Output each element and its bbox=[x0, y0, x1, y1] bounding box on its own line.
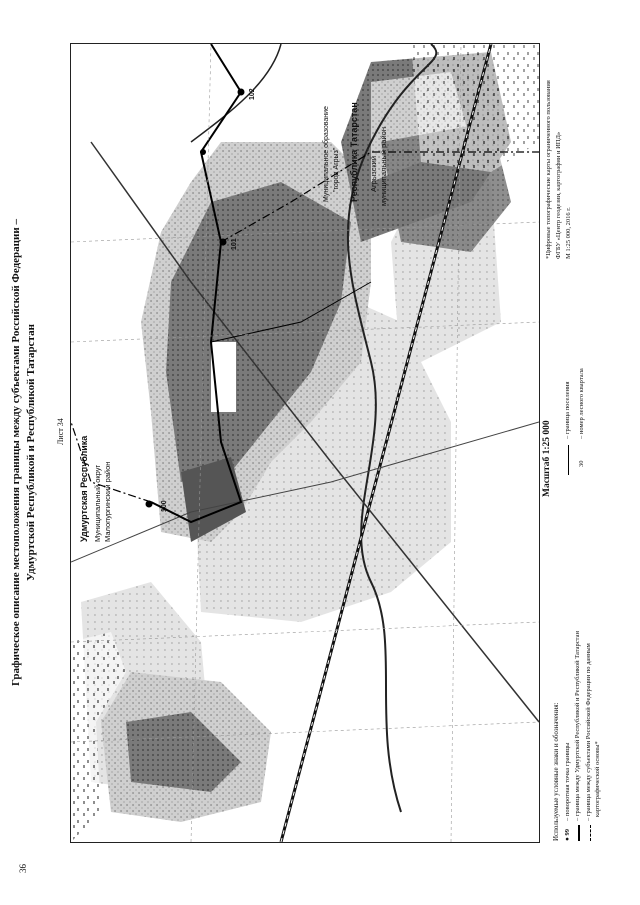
footnote-line-2: ФГБУ «Центр геодезии, картографии и ИПД» bbox=[555, 131, 562, 259]
town-label-tat-2: "город Агрыз" bbox=[333, 147, 340, 192]
river-east bbox=[191, 44, 281, 142]
legend-quarter-text: – номер лесного квартала bbox=[578, 368, 585, 439]
footnote-line-1: *Цифровые топографические карты ограниченного пользования bbox=[545, 80, 552, 259]
legend-point-symbol: ● 99 bbox=[564, 828, 571, 841]
page-number: 36 bbox=[18, 864, 28, 873]
region-label-udm: Удмуртская Республика bbox=[79, 435, 89, 542]
footnote-line-3: М 1:25 000, 2016 г. bbox=[565, 207, 572, 259]
title-line-1: Графическое описание местоположения границы между субъектами Российской Федерации – bbox=[10, 219, 22, 686]
legend-border-symbol bbox=[578, 825, 580, 841]
turning-point-101 bbox=[220, 239, 227, 246]
district-label-udm-2: Малопургинский район bbox=[103, 461, 112, 542]
sheet-label: Лист 34 bbox=[56, 418, 65, 445]
legend-cartographic-border-text-1: – граница между субъектами Российской Федерации по данным bbox=[585, 643, 592, 821]
legend-quarter-symbol: 30 bbox=[578, 460, 585, 467]
district-label-tat-1: Агрызский bbox=[369, 155, 378, 192]
legend-cartographic-border-symbol bbox=[590, 825, 591, 841]
legend-settlement-border-symbol bbox=[568, 445, 569, 475]
turning-point-102 bbox=[238, 89, 245, 96]
point-label-101: 101 bbox=[231, 238, 238, 250]
scale-label: Масштаб 1:25 000 bbox=[542, 420, 552, 497]
district-label-tat-2: муниципальный район bbox=[379, 127, 388, 206]
title-line-2: Удмуртской Республикой и Республикой Татарстан bbox=[25, 324, 37, 581]
district-label-udm-1: Муниципальный округ bbox=[93, 464, 102, 542]
point-label-100: 100 bbox=[161, 500, 168, 512]
turning-point-mid bbox=[200, 149, 206, 155]
legend-border-text: – граница между Удмуртской Республикой и Республикой Татарстан bbox=[574, 631, 581, 821]
map-canvas bbox=[71, 44, 539, 842]
point-label-102: 102 bbox=[249, 88, 256, 100]
legend-heading: Используемые условные знаки и обозначения: bbox=[552, 702, 560, 841]
legend-settlement-border-text: – граница поселения bbox=[564, 381, 571, 439]
map-frame[interactable] bbox=[70, 43, 540, 843]
legend-cartographic-border-text-2: картографической основы* bbox=[594, 741, 601, 817]
legend-point-text: – поворотная точка границы bbox=[564, 742, 571, 821]
turning-point-100 bbox=[146, 501, 153, 508]
town-label-tat-1: Муниципальное образование bbox=[323, 106, 330, 202]
region-label-tat: Республика Татарстан bbox=[349, 102, 359, 202]
